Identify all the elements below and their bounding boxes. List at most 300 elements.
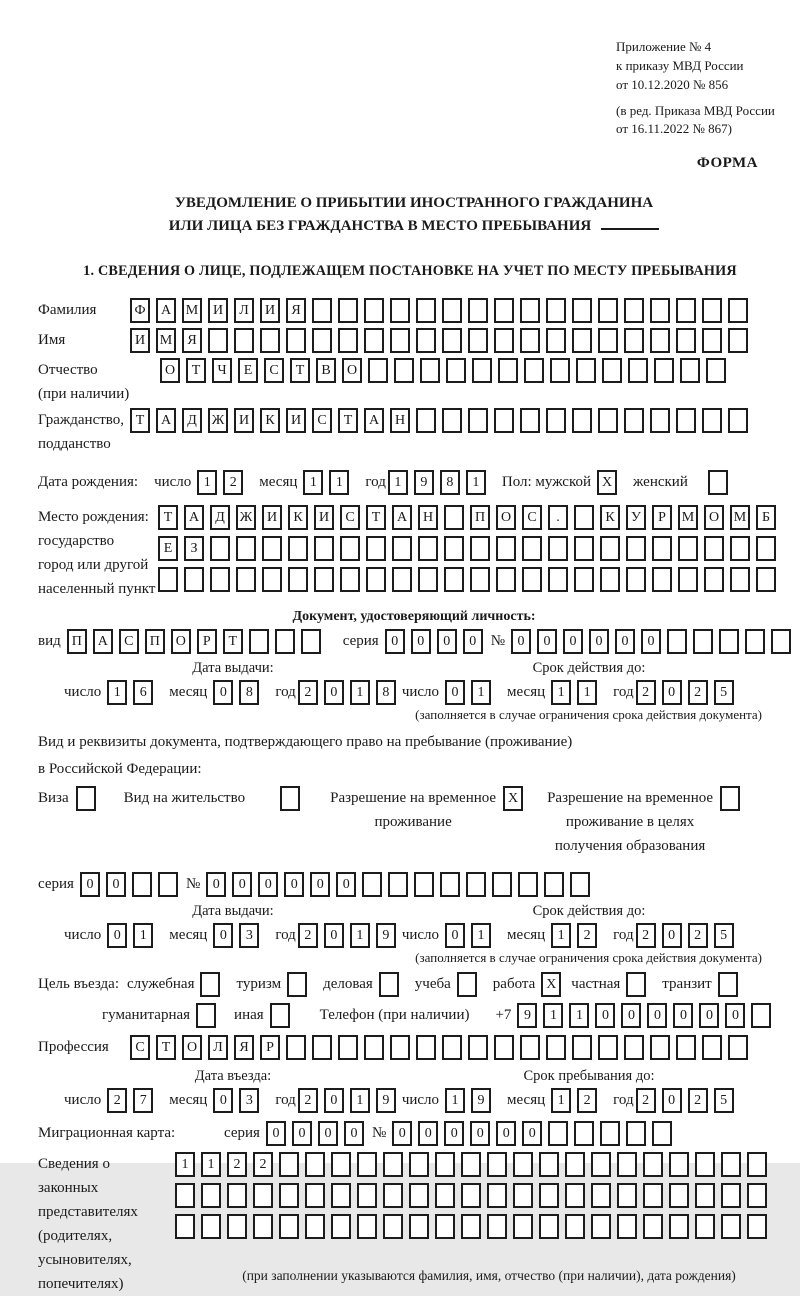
char-box[interactable]	[669, 1152, 689, 1177]
char-box[interactable]: М	[182, 298, 202, 323]
char-box[interactable]: 1	[197, 470, 217, 495]
char-box[interactable]: О	[496, 505, 516, 530]
char-box[interactable]	[184, 567, 204, 592]
char-box[interactable]: И	[260, 298, 280, 323]
char-box[interactable]	[234, 328, 254, 353]
char-box[interactable]: 0	[213, 923, 233, 948]
char-box[interactable]	[720, 786, 740, 811]
char-box[interactable]: 3	[239, 923, 259, 948]
char-box[interactable]	[513, 1152, 533, 1177]
char-box[interactable]	[357, 1183, 377, 1208]
char-box[interactable]: 0	[344, 1121, 364, 1146]
char-box[interactable]	[392, 567, 412, 592]
char-box[interactable]: 0	[699, 1003, 719, 1028]
char-box[interactable]: О	[704, 505, 724, 530]
char-box[interactable]	[305, 1183, 325, 1208]
char-box[interactable]: И	[130, 328, 150, 353]
char-box[interactable]	[461, 1183, 481, 1208]
char-box[interactable]: У	[626, 505, 646, 530]
char-box[interactable]: 1	[551, 923, 571, 948]
char-box[interactable]: 0	[80, 872, 100, 897]
char-box[interactable]	[728, 328, 748, 353]
char-box[interactable]	[598, 1035, 618, 1060]
char-box[interactable]: И	[262, 505, 282, 530]
char-box[interactable]	[719, 629, 739, 654]
char-box[interactable]: 0	[662, 680, 682, 705]
char-box[interactable]	[287, 972, 307, 997]
char-box[interactable]	[487, 1183, 507, 1208]
char-box[interactable]	[468, 298, 488, 323]
char-box[interactable]	[312, 328, 332, 353]
char-box[interactable]: 2	[636, 923, 656, 948]
char-box[interactable]: 5	[714, 1088, 734, 1113]
char-box[interactable]: 0	[647, 1003, 667, 1028]
char-box[interactable]	[420, 358, 440, 383]
char-box[interactable]: 1	[303, 470, 323, 495]
char-box[interactable]	[175, 1183, 195, 1208]
char-box[interactable]	[416, 298, 436, 323]
char-box[interactable]	[678, 567, 698, 592]
char-box[interactable]	[598, 408, 618, 433]
char-box[interactable]	[548, 1121, 568, 1146]
char-box[interactable]: 0	[392, 1121, 412, 1146]
char-box[interactable]	[249, 629, 269, 654]
char-box[interactable]	[695, 1152, 715, 1177]
char-box[interactable]: 0	[385, 629, 405, 654]
char-box[interactable]: 1	[551, 1088, 571, 1113]
char-box[interactable]	[624, 328, 644, 353]
char-box[interactable]	[702, 298, 722, 323]
char-box[interactable]	[468, 408, 488, 433]
char-box[interactable]: Д	[182, 408, 202, 433]
char-box[interactable]	[693, 629, 713, 654]
char-box[interactable]: Ф	[130, 298, 150, 323]
checkbox-residence-permit[interactable]	[280, 786, 306, 811]
char-box[interactable]	[524, 358, 544, 383]
char-box[interactable]: 2	[223, 470, 243, 495]
char-box[interactable]: 0	[563, 629, 583, 654]
char-box[interactable]: 0	[213, 680, 233, 705]
char-box[interactable]: 1	[388, 470, 408, 495]
char-box[interactable]	[702, 328, 722, 353]
char-box[interactable]: 9	[414, 470, 434, 495]
char-box[interactable]	[494, 1035, 514, 1060]
char-box[interactable]	[704, 567, 724, 592]
char-box[interactable]	[312, 1035, 332, 1060]
char-box[interactable]: Ж	[236, 505, 256, 530]
char-box[interactable]: И	[286, 408, 306, 433]
char-box[interactable]	[667, 629, 687, 654]
char-box[interactable]	[392, 536, 412, 561]
char-box[interactable]: 1	[551, 680, 571, 705]
char-box[interactable]	[253, 1183, 273, 1208]
char-box[interactable]	[652, 567, 672, 592]
char-box[interactable]: 2	[688, 680, 708, 705]
char-box[interactable]	[279, 1152, 299, 1177]
char-box[interactable]	[602, 358, 622, 383]
char-box[interactable]	[600, 567, 620, 592]
char-box[interactable]	[520, 408, 540, 433]
char-box[interactable]	[132, 872, 152, 897]
char-box[interactable]: А	[156, 298, 176, 323]
char-box[interactable]	[572, 298, 592, 323]
char-box[interactable]: 1	[577, 680, 597, 705]
char-box[interactable]: 0	[673, 1003, 693, 1028]
char-box[interactable]: 0	[292, 1121, 312, 1146]
char-box[interactable]: С	[119, 629, 139, 654]
char-box[interactable]	[546, 328, 566, 353]
char-box[interactable]: Т	[366, 505, 386, 530]
char-box[interactable]: Т	[158, 505, 178, 530]
char-box[interactable]: 0	[496, 1121, 516, 1146]
char-box[interactable]	[383, 1183, 403, 1208]
char-box[interactable]	[444, 536, 464, 561]
char-box[interactable]: .	[548, 505, 568, 530]
char-box[interactable]: В	[316, 358, 336, 383]
char-box[interactable]: 9	[471, 1088, 491, 1113]
char-box[interactable]	[643, 1152, 663, 1177]
char-box[interactable]: А	[392, 505, 412, 530]
char-box[interactable]	[730, 536, 750, 561]
char-box[interactable]	[730, 567, 750, 592]
char-box[interactable]	[751, 1003, 771, 1028]
char-box[interactable]	[643, 1183, 663, 1208]
char-box[interactable]: 2	[577, 923, 597, 948]
char-box[interactable]	[470, 536, 490, 561]
char-box[interactable]	[572, 1035, 592, 1060]
char-box[interactable]	[466, 872, 486, 897]
char-box[interactable]: А	[93, 629, 113, 654]
char-box[interactable]: 0	[213, 1088, 233, 1113]
char-box[interactable]: 0	[445, 923, 465, 948]
char-box[interactable]: Т	[156, 1035, 176, 1060]
char-box[interactable]: 9	[376, 1088, 396, 1113]
char-box[interactable]: О	[160, 358, 180, 383]
char-box[interactable]: 0	[662, 923, 682, 948]
char-box[interactable]: 8	[376, 680, 396, 705]
char-box[interactable]: Т	[338, 408, 358, 433]
char-box[interactable]	[442, 408, 462, 433]
char-box[interactable]	[626, 536, 646, 561]
char-box[interactable]: С	[130, 1035, 150, 1060]
checkbox-study[interactable]	[457, 972, 483, 997]
char-box[interactable]	[522, 536, 542, 561]
char-box[interactable]	[442, 298, 462, 323]
char-box[interactable]	[357, 1152, 377, 1177]
char-box[interactable]: 0	[522, 1121, 542, 1146]
char-box[interactable]: 2	[107, 1088, 127, 1113]
char-box[interactable]	[227, 1183, 247, 1208]
char-box[interactable]: 0	[206, 872, 226, 897]
char-box[interactable]	[262, 536, 282, 561]
checkbox-humanitarian[interactable]	[196, 1003, 222, 1028]
char-box[interactable]	[435, 1183, 455, 1208]
char-box[interactable]: Р	[652, 505, 672, 530]
char-box[interactable]: М	[678, 505, 698, 530]
char-box[interactable]: Ж	[208, 408, 228, 433]
char-box[interactable]	[262, 567, 282, 592]
char-box[interactable]	[494, 328, 514, 353]
checkbox-business[interactable]	[379, 972, 405, 997]
char-box[interactable]	[158, 567, 178, 592]
char-box[interactable]	[331, 1214, 351, 1239]
char-box[interactable]	[498, 358, 518, 383]
char-box[interactable]	[201, 1214, 221, 1239]
char-box[interactable]: О	[171, 629, 191, 654]
char-box[interactable]	[747, 1214, 767, 1239]
char-box[interactable]	[546, 1035, 566, 1060]
char-box[interactable]: С	[264, 358, 284, 383]
phone-boxes[interactable]	[517, 1003, 777, 1028]
char-box[interactable]: Н	[390, 408, 410, 433]
char-box[interactable]	[364, 328, 384, 353]
char-box[interactable]	[520, 298, 540, 323]
char-box[interactable]: Л	[234, 298, 254, 323]
char-box[interactable]: К	[600, 505, 620, 530]
char-box[interactable]	[444, 567, 464, 592]
char-box[interactable]	[617, 1152, 637, 1177]
char-box[interactable]	[617, 1183, 637, 1208]
checkbox-work[interactable]	[541, 972, 567, 997]
char-box[interactable]	[487, 1214, 507, 1239]
char-box[interactable]: Я	[286, 298, 306, 323]
char-box[interactable]	[312, 298, 332, 323]
char-box[interactable]: Д	[210, 505, 230, 530]
char-box[interactable]	[446, 358, 466, 383]
char-box[interactable]	[487, 1152, 507, 1177]
char-box[interactable]: 2	[688, 1088, 708, 1113]
char-box[interactable]	[435, 1152, 455, 1177]
char-box[interactable]: 1	[329, 470, 349, 495]
char-box[interactable]	[314, 567, 334, 592]
char-box[interactable]	[76, 786, 96, 811]
char-box[interactable]	[338, 1035, 358, 1060]
char-box[interactable]: 8	[239, 680, 259, 705]
char-box[interactable]: 0	[310, 872, 330, 897]
checkbox-temp-residence[interactable]	[503, 786, 529, 811]
char-box[interactable]	[227, 1214, 247, 1239]
char-box[interactable]	[617, 1214, 637, 1239]
char-box[interactable]: 2	[253, 1152, 273, 1177]
char-box[interactable]: Т	[186, 358, 206, 383]
char-box[interactable]: О	[182, 1035, 202, 1060]
char-box[interactable]: Р	[197, 629, 217, 654]
char-box[interactable]	[600, 1121, 620, 1146]
char-box[interactable]: П	[145, 629, 165, 654]
char-box[interactable]	[598, 298, 618, 323]
char-box[interactable]: 9	[376, 923, 396, 948]
char-box[interactable]	[706, 358, 726, 383]
char-box[interactable]	[496, 536, 516, 561]
char-box[interactable]: X	[541, 972, 561, 997]
char-box[interactable]: 1	[175, 1152, 195, 1177]
char-box[interactable]	[747, 1152, 767, 1177]
char-box[interactable]	[394, 358, 414, 383]
char-box[interactable]	[678, 536, 698, 561]
char-box[interactable]	[539, 1183, 559, 1208]
char-box[interactable]	[513, 1214, 533, 1239]
char-box[interactable]: К	[260, 408, 280, 433]
char-box[interactable]	[652, 1121, 672, 1146]
char-box[interactable]: 9	[517, 1003, 537, 1028]
char-box[interactable]	[591, 1152, 611, 1177]
char-box[interactable]: И	[208, 298, 228, 323]
char-box[interactable]	[305, 1152, 325, 1177]
char-box[interactable]	[565, 1183, 585, 1208]
char-box[interactable]: 1	[543, 1003, 563, 1028]
char-box[interactable]: 1	[350, 923, 370, 948]
char-box[interactable]	[520, 1035, 540, 1060]
char-box[interactable]	[496, 567, 516, 592]
char-box[interactable]	[728, 408, 748, 433]
char-box[interactable]	[418, 567, 438, 592]
char-box[interactable]: Е	[238, 358, 258, 383]
char-box[interactable]	[600, 536, 620, 561]
char-box[interactable]: 2	[636, 680, 656, 705]
char-box[interactable]: 1	[466, 470, 486, 495]
char-box[interactable]	[669, 1214, 689, 1239]
char-box[interactable]	[520, 328, 540, 353]
char-box[interactable]	[210, 567, 230, 592]
char-box[interactable]	[721, 1214, 741, 1239]
checkbox-private[interactable]	[626, 972, 652, 997]
char-box[interactable]	[718, 972, 738, 997]
char-box[interactable]: 0	[470, 1121, 490, 1146]
char-box[interactable]: З	[184, 536, 204, 561]
checkbox-official[interactable]	[200, 972, 226, 997]
char-box[interactable]: П	[67, 629, 87, 654]
char-box[interactable]: 2	[298, 680, 318, 705]
char-box[interactable]: 0	[641, 629, 661, 654]
char-box[interactable]: Я	[182, 328, 202, 353]
char-box[interactable]	[444, 505, 464, 530]
char-box[interactable]: 0	[106, 872, 126, 897]
char-box[interactable]	[771, 629, 791, 654]
char-box[interactable]	[468, 1035, 488, 1060]
char-box[interactable]	[338, 298, 358, 323]
char-box[interactable]	[379, 972, 399, 997]
char-box[interactable]	[390, 328, 410, 353]
char-box[interactable]: Н	[418, 505, 438, 530]
checkbox-other-purpose[interactable]	[270, 1003, 296, 1028]
char-box[interactable]	[756, 567, 776, 592]
char-box[interactable]: Е	[158, 536, 178, 561]
char-box[interactable]	[416, 408, 436, 433]
char-box[interactable]: 2	[298, 1088, 318, 1113]
char-box[interactable]: 1	[350, 1088, 370, 1113]
char-box[interactable]: X	[597, 470, 617, 495]
char-box[interactable]	[461, 1152, 481, 1177]
char-box[interactable]: 0	[463, 629, 483, 654]
char-box[interactable]	[669, 1183, 689, 1208]
char-box[interactable]: И	[234, 408, 254, 433]
char-box[interactable]: А	[156, 408, 176, 433]
char-box[interactable]	[200, 972, 220, 997]
char-box[interactable]: 0	[511, 629, 531, 654]
char-box[interactable]	[539, 1152, 559, 1177]
char-box[interactable]: 0	[258, 872, 278, 897]
char-box[interactable]	[175, 1214, 195, 1239]
char-box[interactable]	[747, 1183, 767, 1208]
char-box[interactable]: 0	[107, 923, 127, 948]
char-box[interactable]	[366, 567, 386, 592]
char-box[interactable]: 7	[133, 1088, 153, 1113]
char-box[interactable]: 0	[725, 1003, 745, 1028]
char-box[interactable]	[435, 1214, 455, 1239]
char-box[interactable]: 6	[133, 680, 153, 705]
char-box[interactable]	[650, 408, 670, 433]
char-box[interactable]: О	[342, 358, 362, 383]
char-box[interactable]	[574, 505, 594, 530]
char-box[interactable]	[280, 786, 300, 811]
checkbox-male[interactable]	[597, 470, 623, 495]
char-box[interactable]: 0	[615, 629, 635, 654]
char-box[interactable]	[702, 1035, 722, 1060]
char-box[interactable]	[442, 328, 462, 353]
char-box[interactable]: Т	[130, 408, 150, 433]
char-box[interactable]: 0	[336, 872, 356, 897]
char-box[interactable]	[572, 408, 592, 433]
char-box[interactable]	[275, 629, 295, 654]
char-box[interactable]	[624, 1035, 644, 1060]
char-box[interactable]	[550, 358, 570, 383]
char-box[interactable]	[390, 298, 410, 323]
char-box[interactable]	[409, 1152, 429, 1177]
char-box[interactable]: 0	[324, 680, 344, 705]
char-box[interactable]	[513, 1183, 533, 1208]
char-box[interactable]	[201, 1183, 221, 1208]
char-box[interactable]	[676, 408, 696, 433]
char-box[interactable]: Т	[290, 358, 310, 383]
char-box[interactable]	[652, 536, 672, 561]
char-box[interactable]	[340, 567, 360, 592]
char-box[interactable]	[236, 536, 256, 561]
char-box[interactable]: 2	[688, 923, 708, 948]
char-box[interactable]	[565, 1152, 585, 1177]
char-box[interactable]	[260, 328, 280, 353]
char-box[interactable]: 8	[440, 470, 460, 495]
char-box[interactable]	[728, 1035, 748, 1060]
char-box[interactable]: 5	[714, 680, 734, 705]
char-box[interactable]	[279, 1214, 299, 1239]
char-box[interactable]	[546, 298, 566, 323]
char-box[interactable]	[236, 567, 256, 592]
char-box[interactable]	[546, 408, 566, 433]
char-box[interactable]: 2	[577, 1088, 597, 1113]
char-box[interactable]	[591, 1214, 611, 1239]
char-box[interactable]	[522, 567, 542, 592]
char-box[interactable]	[721, 1152, 741, 1177]
char-box[interactable]: М	[156, 328, 176, 353]
char-box[interactable]	[208, 328, 228, 353]
char-box[interactable]	[418, 536, 438, 561]
char-box[interactable]	[695, 1214, 715, 1239]
checkbox-female[interactable]	[708, 470, 734, 495]
char-box[interactable]: 5	[714, 923, 734, 948]
char-box[interactable]	[416, 328, 436, 353]
char-box[interactable]	[643, 1214, 663, 1239]
char-box[interactable]: 3	[239, 1088, 259, 1113]
char-box[interactable]: 0	[324, 1088, 344, 1113]
char-box[interactable]: П	[470, 505, 490, 530]
char-box[interactable]: 0	[318, 1121, 338, 1146]
char-box[interactable]	[576, 358, 596, 383]
char-box[interactable]: 0	[621, 1003, 641, 1028]
char-box[interactable]: 0	[537, 629, 557, 654]
char-box[interactable]	[702, 408, 722, 433]
char-box[interactable]	[457, 972, 477, 997]
char-box[interactable]	[626, 567, 646, 592]
